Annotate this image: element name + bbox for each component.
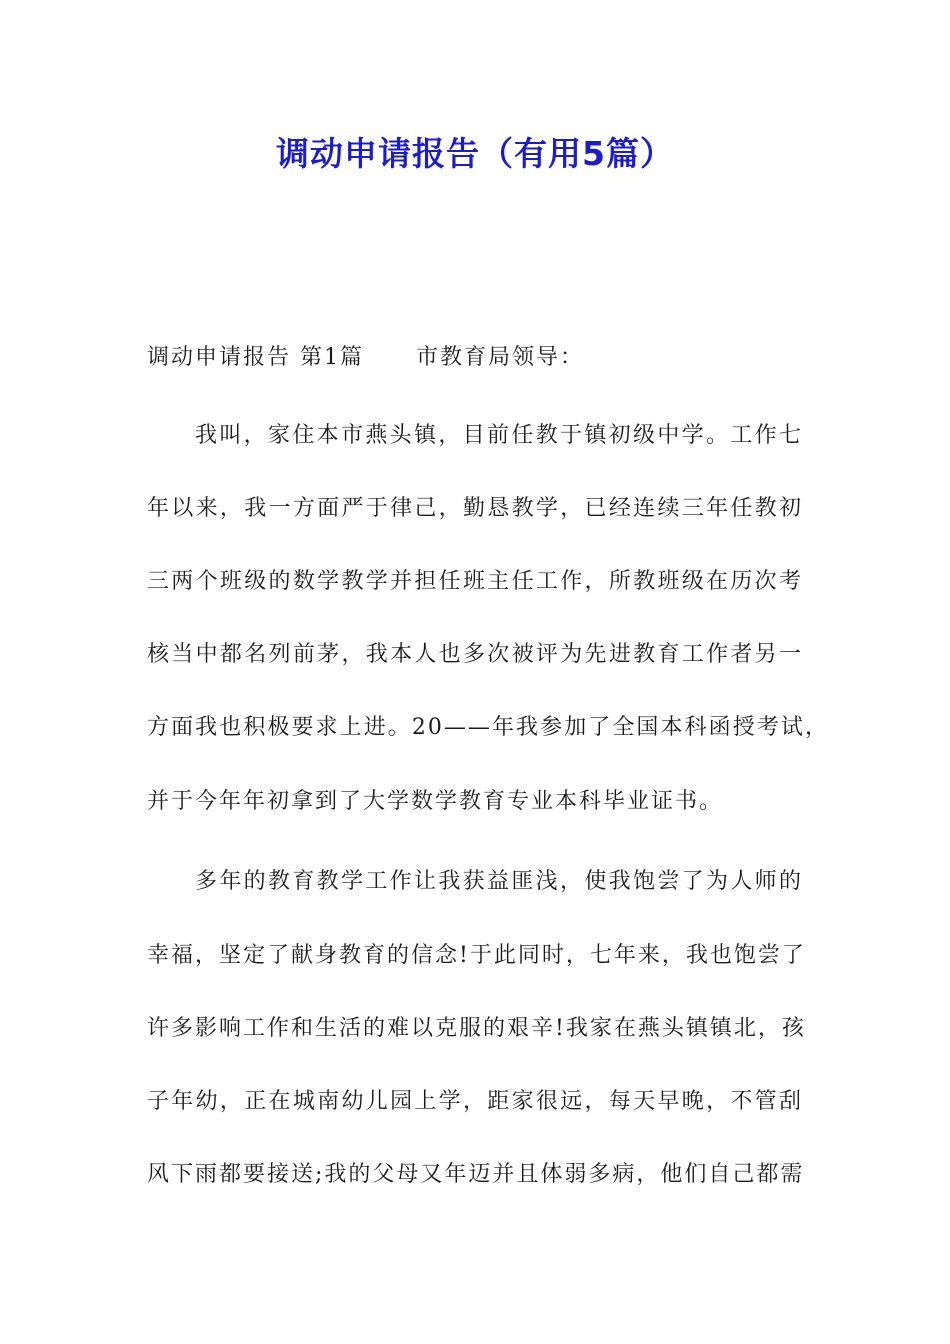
document-title: 调动申请报告（有用5篇） bbox=[276, 134, 674, 173]
section-heading: 调动申请报告 第1篇 bbox=[147, 345, 364, 370]
paragraph-line: 我叫，家住本市燕头镇，目前任教于镇初级中学。工作七 bbox=[195, 423, 803, 448]
paragraph-line: 年以来，我一方面严于律己，勤恳教学，已经连续三年任教初 bbox=[147, 496, 803, 521]
paragraph-line: 许多影响工作和生活的难以克服的艰辛!我家在燕头镇镇北，孩 bbox=[147, 1016, 806, 1041]
section-heading-line bbox=[147, 343, 837, 373]
paragraph-line: 方面我也积极要求上进。20——年我参加了全国本科函授考试， bbox=[147, 715, 829, 740]
paragraph-line: 多年的教育教学工作让我获益匪浅，使我饱尝了为人师的 bbox=[195, 869, 803, 894]
salutation: 市教育局领导： bbox=[416, 345, 585, 370]
paragraph-line: 并于今年年初拿到了大学数学教育专业本科毕业证书。 bbox=[147, 789, 724, 814]
paragraph-line: 子年幼，正在城南幼儿园上学，距家很远，每天早晚，不管刮 bbox=[147, 1089, 803, 1114]
paragraph-line: 风下雨都要接送;我的父母又年迈并且体弱多病，他们自己都需 bbox=[147, 1162, 805, 1187]
paragraph-line: 核当中都名列前茅，我本人也多次被评为先进教育工作者另一 bbox=[147, 642, 803, 667]
paragraph-line: 三两个班级的数学教学并担任班主任工作，所教班级在历次考 bbox=[147, 569, 803, 594]
paragraph-line: 幸福，坚定了献身教育的信念!于此同时，七年来，我也饱尝了 bbox=[147, 943, 806, 968]
